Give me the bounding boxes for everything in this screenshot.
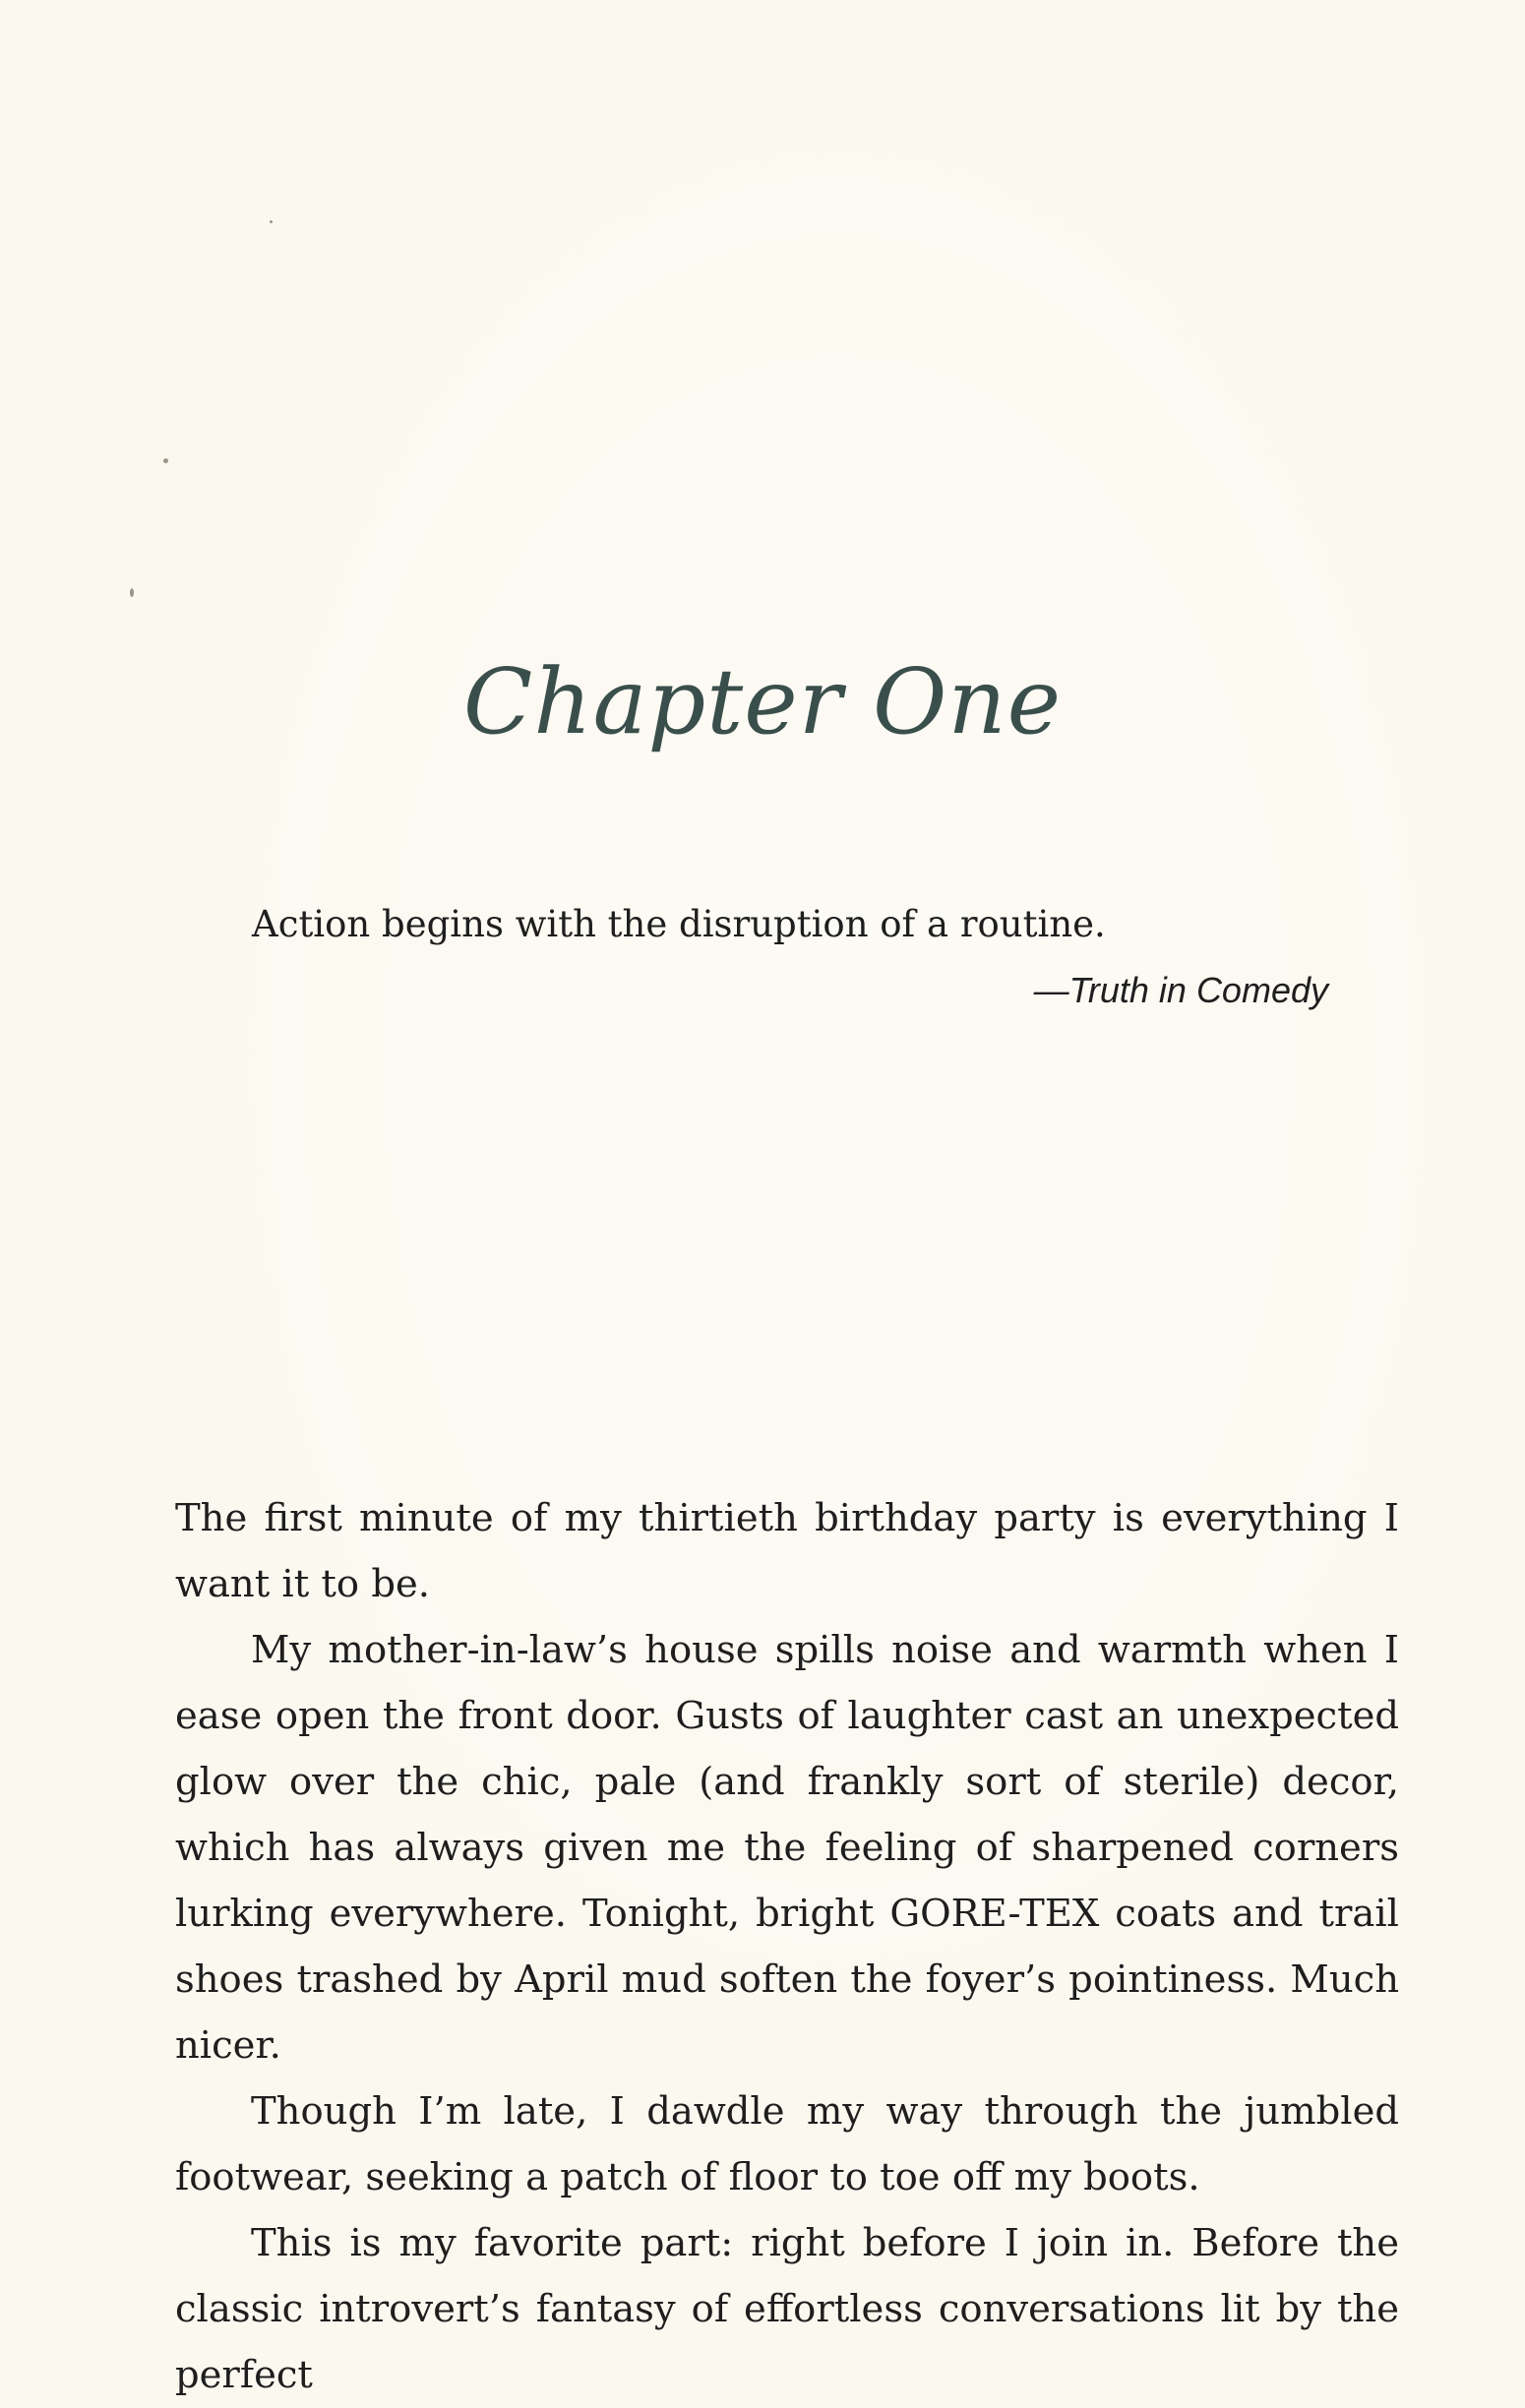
epigraph-quote: Action begins with the disruption of a routine. <box>252 903 1106 945</box>
epigraph-source: —Truth in Comedy <box>1033 970 1328 1010</box>
paper-speck <box>130 588 134 597</box>
chapter-title: Chapter One <box>462 649 1063 754</box>
body-paragraph: Though I’m late, I dawdle my way through the jumbled footwear, seeking a patch of floor to toe off my boots. <box>175 2089 1399 2199</box>
body-paragraph: This is my favorite part: right before I join in. Before the classic introvert’s fantasy of effortless conversations lit by the perfect <box>175 2221 1399 2397</box>
body-paragraph: The first minute of my thirtieth birthday party is everything I want it to be. <box>175 1496 1399 1606</box>
paper-speck <box>163 458 168 463</box>
body-paragraph: My mother-in-law’s house spills noise and warmth when I ease open the front door. Gusts of laughter cast an unexpected glow over the chic, pale (and frankly sort of sterile) decor, which has always given me the feeling of sharpened corners lurking everywhere. Tonight, bright GORE-TEX coats and trail shoes trashed by April mud soften the foyer’s pointiness. Much nicer. <box>175 1628 1399 2068</box>
chapter-body <box>175 1485 1399 2408</box>
paper-speck <box>270 220 273 223</box>
